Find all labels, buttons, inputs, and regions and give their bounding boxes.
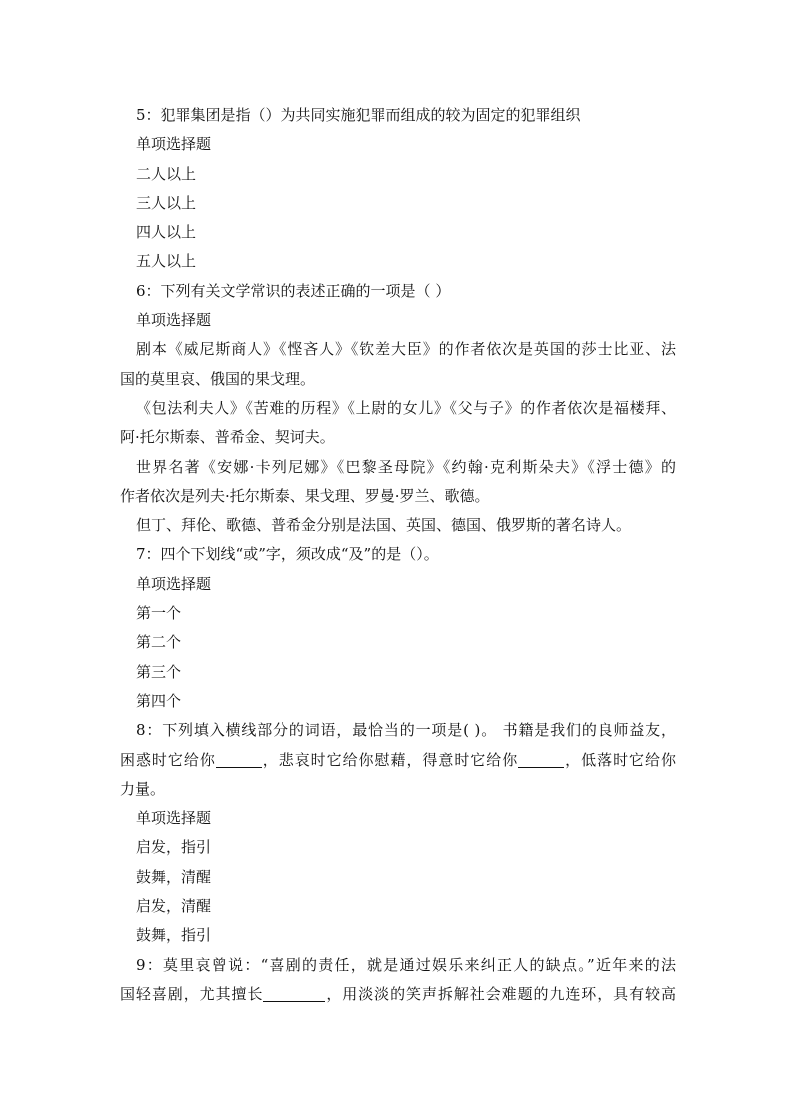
question-8-option-2: 鼓舞，清醒 [136,867,212,886]
question-9-stem-line-2 [120,980,676,1009]
question-5-option-4: 五人以上 [136,252,197,271]
question-7-type: 单项选择题 [136,574,212,593]
question-6-option-1-line-2: 国的莫里哀、俄国的果戈理。 [120,369,316,388]
question-9-stem-line-1: 9：莫里哀曾说：“喜剧的责任，就是通过娱乐来纠正人的缺点。”近年来的法 [136,955,676,974]
fill-blank-1 [216,752,262,768]
question-6-option-2-line-1: 《包法利夫人》《苦难的历程》《上尉的女儿》《父与子》的作者依次是福楼拜、 [136,398,676,417]
question-8-stem-line-3: 力量。 [120,779,166,798]
question-7-option-4: 第四个 [136,691,182,710]
question-8-stem-line-2 [120,746,676,775]
question-6-type: 单项选择题 [136,311,212,330]
question-8-stem-part-2: ，悲哀时它给你慰藉，得意时它给你 [261,750,519,769]
question-5-option-1: 二人以上 [136,164,197,183]
document-content [120,101,676,1009]
question-6-option-4: 但丁、拜伦、歌德、普希金分别是法国、英国、德国、俄罗斯的著名诗人。 [136,516,632,535]
question-7-option-1: 第一个 [136,604,182,623]
question-6-option-1-line-1: 剧本《威尼斯商人》《悭吝人》《钦差大臣》的作者依次是英国的莎士比亚、法 [136,340,676,359]
question-6-stem: 6：下列有关文学常识的表述正确的一项是（ ） [136,281,451,300]
question-8-option-3: 启发，清醒 [136,897,212,916]
question-5-stem: 5：犯罪集团是指（）为共同实施犯罪而组成的较为固定的犯罪组织 [136,106,581,124]
question-8-stem-part-1: 困惑时它给你 [120,750,216,769]
question-7-stem: 7：四个下划线“或”字，须改成“及”的是（）。 [136,545,439,564]
question-5-option-2: 三人以上 [136,193,197,212]
question-6-option-2-line-2: 阿·托尔斯泰、普希金、契诃夫。 [120,428,335,447]
question-7-option-2: 第二个 [136,633,182,652]
question-8-type: 单项选择题 [136,809,212,828]
question-8-option-4: 鼓舞，指引 [136,926,212,945]
question-5-type: 单项选择题 [136,135,212,154]
question-8-option-1: 启发，指引 [136,838,212,857]
fill-blank-2 [518,752,564,768]
question-6-option-3-line-2: 作者依次是列夫·托尔斯泰、果戈理、罗曼·罗兰、歌德。 [120,486,490,505]
question-8-stem-line-1: 8：下列填入横线部分的词语，最恰当的一项是( )。 书籍是我们的良师益友， [136,721,676,740]
question-5-option-3: 四人以上 [136,223,197,242]
question-8-stem-part-3: ，低落时它给你 [564,750,676,769]
question-6-option-3-line-1: 世界名著《安娜·卡列尼娜》《巴黎圣母院》《约翰·克利斯朵夫》《浮士德》的 [136,457,676,476]
question-9-stem-part-1: 国轻喜剧，尤其擅长 [120,984,264,1003]
question-9-stem-part-2: ，用淡淡的笑声拆解社会难题的九连环，具有较高 [325,984,676,1003]
fill-blank-3 [263,986,325,1002]
question-7-option-3: 第三个 [136,662,182,681]
